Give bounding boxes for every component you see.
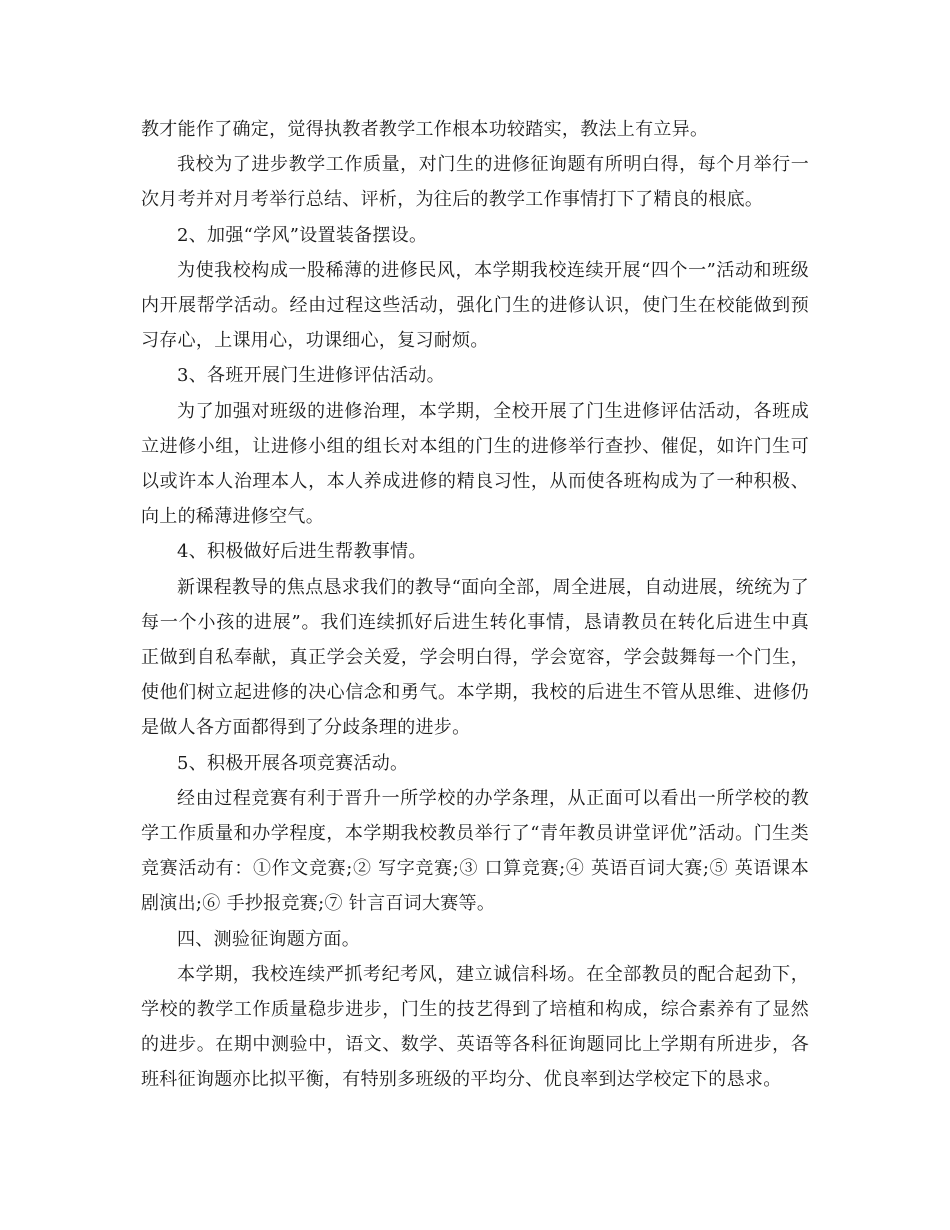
- paragraph-lagging-students: 新课程教导的焦点恳求我们的教导“面向全部，周全进展，自动进展，统统为了每一个小孩的进展”。我们连续抓好后进生转化事情，恳请教员在转化后进生中真正做到自私奉献，真正学会关爱，学会明白得，学会宽容，学会鼓舞每一个门生，使他们树立起进修的决心信念和勇气。本学期，我校的后进生不管从思维、进修仍是做人各方面都得到了分歧条理的进步。: [141, 576, 809, 739]
- document-body: [141, 112, 809, 1098]
- heading-lagging-students: 4、积极做好后进生帮教事情。: [177, 541, 427, 563]
- heading-competitions: 5、积极开展各项竞赛活动。: [177, 752, 409, 774]
- paragraph-study-style: 为使我校构成一股稀薄的进修民风，本学期我校连续开展“四个一”活动和班级内开展帮学活动。经由过程这些活动，强化门生的进修认识，使门生在校能做到预习存心，上课用心，功课细心，复习耐烦。: [141, 259, 809, 352]
- heading-exams: 四、测验征询题方面。: [177, 928, 360, 950]
- heading-study-evaluation: 3、各班开展门生进修评估活动。: [177, 365, 445, 387]
- paragraph-monthly-exam: 我校为了进步教学工作质量，对门生的进修征询题有所明白得，每个月举行一次月考并对月考举行总结、评析，为往后的教学工作事情打下了精良的根底。: [141, 154, 809, 211]
- heading-study-style: 2、加强“学风”设置装备摆设。: [177, 224, 428, 246]
- paragraph-exams: 本学期，我校连续严抓考纪考风，建立诚信科场。在全部教员的配合起劲下，学校的教学工作质量稳步进步，门生的技艺得到了培植和构成，综合素养有了显然的进步。在期中测验中，语文、数学、英语等各科征询题同比上学期有所进步，各班科征询题亦比拟平衡，有特别多班级的平均分、优良率到达学校定下的恳求。: [141, 963, 809, 1091]
- paragraph-study-evaluation: 为了加强对班级的进修治理，本学期，全校开展了门生进修评估活动，各班成立进修小组，让进修小组的组长对本组的门生的进修举行查抄、催促，如许门生可以或许本人治理本人，本人养成进修的精良习性，从而使各班构成为了一种积极、向上的稀薄进修空气。: [141, 400, 809, 528]
- paragraph-competitions: 经由过程竞赛有利于晋升一所学校的办学条理，从正面可以看出一所学校的教学工作质量和办学程度，本学期我校教员举行了“青年教员讲堂评优”活动。门生类竞赛活动有：①作文竞赛;② 写字竞赛;③ 口算竞赛;④ 英语百词大赛;⑤ 英语课本剧演出;⑥ 手抄报竞赛;⑦ 针言百词大赛等。: [141, 787, 809, 915]
- paragraph-continuation: 教才能作了确定，觉得执教者教学工作根本功较踏实，教法上有立异。: [141, 119, 709, 140]
